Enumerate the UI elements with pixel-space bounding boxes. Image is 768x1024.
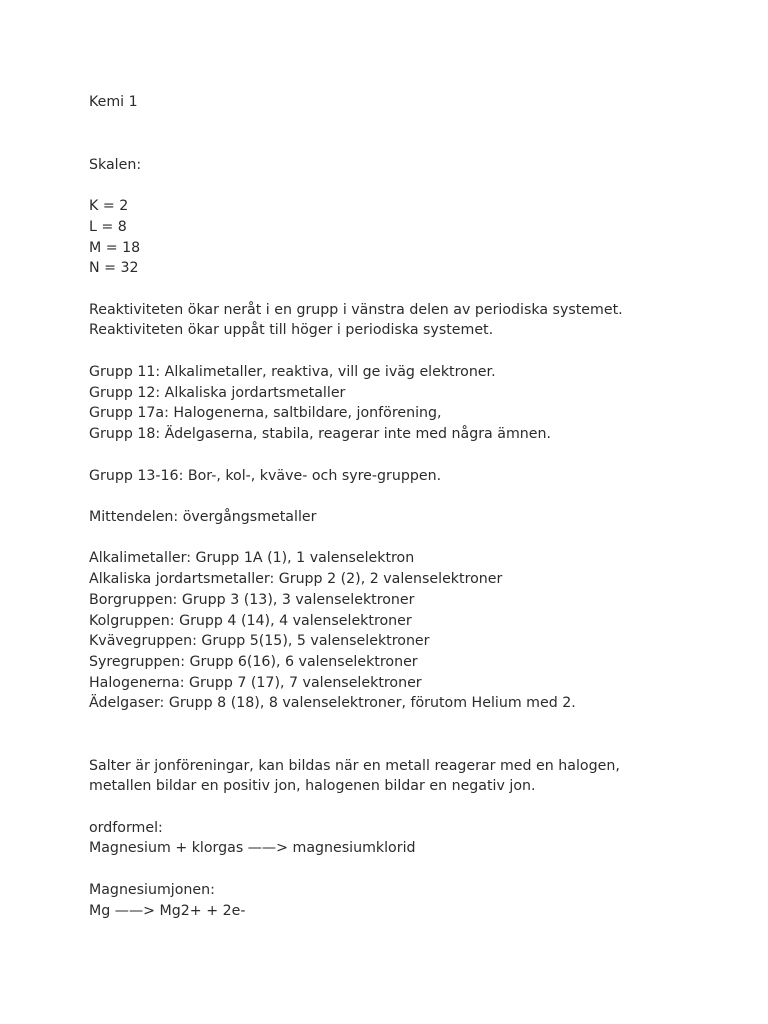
valence-line-7: Halogenerna: Grupp 7 (17), 7 valenselektroner bbox=[89, 675, 422, 691]
reactivity-line-2: Reaktiviteten ökar uppåt till höger i periodiska systemet. bbox=[89, 322, 494, 338]
groups-13-16: Grupp 13-16: Bor-, kol-, kväve- och syre-gruppen. bbox=[89, 468, 442, 484]
skalen-heading: Skalen: bbox=[89, 157, 142, 173]
shell-k: K = 2 bbox=[89, 198, 129, 214]
group-line-4: Grupp 18: Ädelgaserna, stabila, reagerar inte med några ämnen. bbox=[89, 426, 551, 442]
magnesiumjonen-heading: Magnesiumjonen: bbox=[89, 882, 215, 898]
ordformel-text: Magnesium + klorgas ——> magnesiumklorid bbox=[89, 840, 416, 856]
salts-line-2: metallen bildar en positiv jon, halogenen bildar en negativ jon. bbox=[89, 778, 536, 794]
valence-line-4: Kolgruppen: Grupp 4 (14), 4 valenselektroner bbox=[89, 613, 412, 629]
valence-line-5: Kvävegruppen: Grupp 5(15), 5 valenselektroner bbox=[89, 633, 430, 649]
valence-line-2: Alkaliska jordartsmetaller: Grupp 2 (2), 2 valenselektroner bbox=[89, 571, 503, 587]
group-line-3: Grupp 17a: Halogenerna, saltbildare, jonförening, bbox=[89, 405, 442, 421]
ordformel-heading: ordformel: bbox=[89, 820, 163, 836]
valence-line-1: Alkalimetaller: Grupp 1A (1), 1 valenselektron bbox=[89, 550, 415, 566]
valence-line-8: Ädelgaser: Grupp 8 (18), 8 valenselektroner, förutom Helium med 2. bbox=[89, 695, 576, 711]
shell-l: L = 8 bbox=[89, 219, 127, 235]
magnesiumjonen-text: Mg ——> Mg2+ + 2e- bbox=[89, 903, 246, 919]
valence-line-6: Syregruppen: Grupp 6(16), 6 valenselektroner bbox=[89, 654, 418, 670]
shell-n: N = 32 bbox=[89, 260, 139, 276]
document-title: Kemi 1 bbox=[89, 94, 138, 110]
reactivity-line-1: Reaktiviteten ökar neråt i en grupp i vänstra delen av periodiska systemet. bbox=[89, 302, 623, 318]
middle-section: Mittendelen: övergångsmetaller bbox=[89, 509, 317, 525]
salts-line-1: Salter är jonföreningar, kan bildas när en metall reagerar med en halogen, bbox=[89, 758, 620, 774]
group-line-1: Grupp 11: Alkalimetaller, reaktiva, vill ge iväg elektroner. bbox=[89, 364, 496, 380]
group-line-2: Grupp 12: Alkaliska jordartsmetaller bbox=[89, 385, 346, 401]
shell-m: M = 18 bbox=[89, 240, 141, 256]
valence-line-3: Borgruppen: Grupp 3 (13), 3 valenselektroner bbox=[89, 592, 415, 608]
